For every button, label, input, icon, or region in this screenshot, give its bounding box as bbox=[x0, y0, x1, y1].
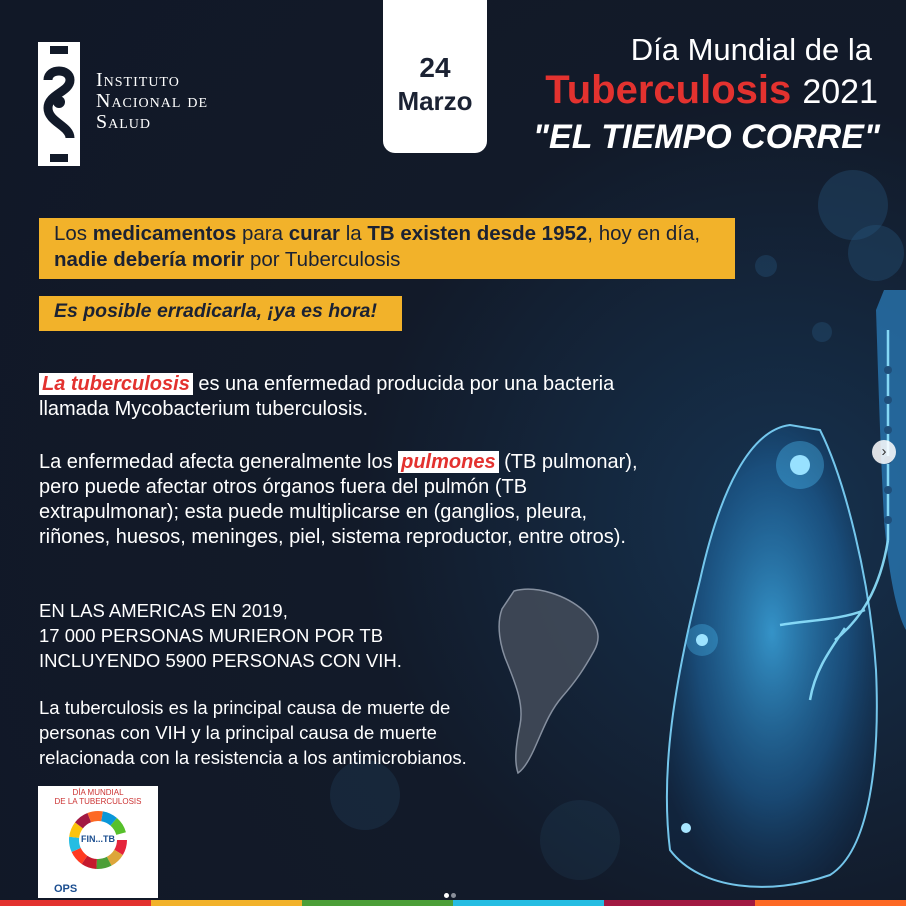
lung-illustration bbox=[640, 290, 906, 906]
banner-text: por Tuberculosis bbox=[244, 248, 401, 271]
ops-logo: OPS bbox=[54, 883, 78, 895]
title-line2 bbox=[545, 68, 878, 113]
paragraph-text: relacionada con la resistencia a los antimicrobianos. bbox=[39, 747, 467, 768]
stat-line: 17 000 PERSONAS MURIERON POR TB bbox=[39, 625, 384, 646]
paragraph-text: riñones, huesos, meninges, piel, sistema reproductor, entre otros). bbox=[39, 526, 626, 548]
color-stripe bbox=[453, 900, 604, 906]
title-year: 2021 bbox=[802, 73, 878, 111]
badge-title-line: DÍA MUNDIAL bbox=[72, 788, 124, 797]
title-word: Tuberculosis bbox=[545, 68, 792, 112]
paragraph-text: es una enfermedad producida por una bacteria bbox=[192, 373, 615, 395]
americas-stats bbox=[39, 598, 402, 673]
title-line1: Día Mundial de la bbox=[630, 32, 872, 67]
paragraph-text: personas con VIH y la principal causa de muerte bbox=[39, 722, 437, 743]
south-america-map bbox=[496, 585, 602, 775]
paragraph-text: (TB pulmonar), bbox=[498, 451, 638, 473]
banner-text: la bbox=[340, 222, 368, 245]
banner-bold: medicamentos bbox=[92, 222, 237, 245]
carousel-next-button[interactable] bbox=[872, 440, 896, 464]
bokeh-decoration bbox=[540, 800, 620, 880]
badge-title bbox=[38, 788, 158, 806]
paragraph-text: extrapulmonar); esta puede multiplicarse en (ganglios, pleura, bbox=[39, 501, 588, 523]
slogan: "EL TIEMPO CORRE" bbox=[532, 118, 880, 156]
banner-bold: nadie debería morir bbox=[54, 248, 245, 271]
badge-title-line: DE LA TUBERCULOSIS bbox=[54, 797, 142, 806]
medication-banner bbox=[39, 218, 735, 279]
org-name bbox=[96, 70, 208, 133]
stat-line: EN LAS AMERICAS EN 2019, bbox=[39, 600, 288, 621]
ins-logo-icon bbox=[38, 42, 80, 166]
carousel-dot[interactable] bbox=[451, 893, 456, 898]
paragraph-text: La enfermedad afecta generalmente los bbox=[39, 451, 399, 473]
date-day: 24 bbox=[419, 52, 451, 83]
carousel-dot-active[interactable] bbox=[444, 893, 449, 898]
paragraph-text: pero puede afectar otros órganos fuera del pulmón (TB bbox=[39, 476, 528, 498]
color-stripe bbox=[755, 900, 906, 906]
eradicate-banner: Es posible erradicarla, ¡ya es hora! bbox=[39, 296, 402, 331]
paragraph-text: La tuberculosis es la principal causa de muerte de bbox=[39, 697, 451, 718]
definition-paragraph bbox=[39, 372, 614, 422]
bokeh-decoration bbox=[330, 760, 400, 830]
date-month: Marzo bbox=[397, 86, 473, 116]
highlight-tuberculosis: La tuberculosis bbox=[39, 373, 193, 395]
bokeh-decoration bbox=[848, 225, 904, 281]
banner-bold: TB existen desde 1952 bbox=[367, 222, 588, 245]
chevron-right-icon: › bbox=[881, 443, 887, 460]
color-stripe bbox=[604, 900, 755, 906]
date-card bbox=[383, 0, 487, 153]
paragraph-text: llamada Mycobacterium tuberculosis. bbox=[39, 398, 369, 420]
banner-text: Los bbox=[54, 222, 93, 245]
org-name-line: Salud bbox=[96, 111, 152, 133]
badge-center-text: FIN...TB bbox=[81, 834, 115, 844]
banner-text: , hoy en día, bbox=[587, 222, 701, 245]
banner-text: para bbox=[236, 222, 289, 245]
closing-paragraph bbox=[39, 695, 467, 770]
color-stripe bbox=[302, 900, 453, 906]
org-name-line: Instituto bbox=[96, 69, 180, 91]
org-name-line: Nacional de bbox=[96, 90, 209, 112]
affects-paragraph bbox=[39, 450, 638, 550]
world-tb-day-badge bbox=[38, 786, 158, 898]
banner-bold: curar bbox=[288, 222, 341, 245]
stat-line: INCLUYENDO 5900 PERSONAS CON VIH. bbox=[39, 650, 402, 671]
bokeh-decoration bbox=[755, 255, 777, 277]
color-stripe bbox=[151, 900, 302, 906]
highlight-pulmones: pulmones bbox=[398, 451, 498, 473]
color-stripe bbox=[0, 900, 151, 906]
